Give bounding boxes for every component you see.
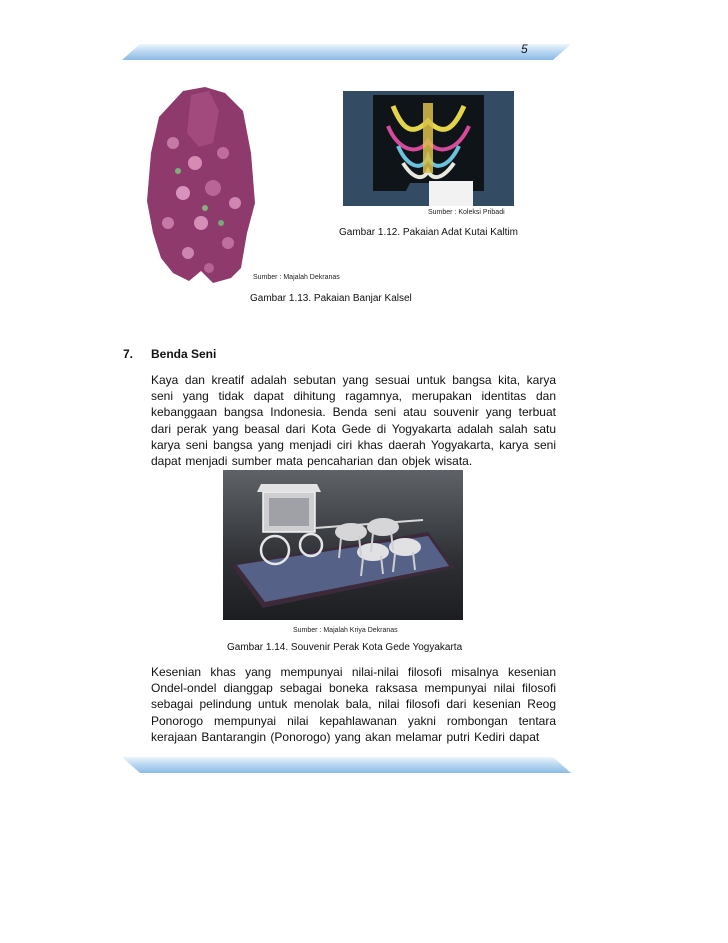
section-number: 7. (123, 347, 134, 361)
fig-1-14-caption: Gambar 1.14. Souvenir Perak Kota Gede Yogyakarta (227, 642, 463, 653)
silver-souvenir-photo (223, 470, 463, 620)
fig-1-12-caption: Gambar 1.12. Pakaian Adat Kutai Kaltim (339, 227, 518, 238)
fig-1-14-source: Sumber : Majalah Kriya Dekranas (293, 627, 398, 634)
fig-1-13-caption: Gambar 1.13. Pakaian Banjar Kalsel (250, 293, 412, 304)
paragraph-benda-seni: Kaya dan kreatif adalah sebutan yang sesuai untuk bangsa kita, karya seni yang tidak dapat dihitung ragamnya, merupakan identitas dan kebanggaan bangsa Indonesia. Benda seni atau souvenir yang terbuat dari perak yang beasal dari Kota Gede di Yogyakarta adalah salah satu karya seni bangsa yang menjadi ciri khas daerah Yogyakarta, karya seni dapat menjadi sumber mata pencaharian dan objek wisata. (151, 373, 556, 469)
kutai-costume-photo (343, 91, 514, 206)
section-heading (123, 347, 216, 361)
banjar-dress-photo (143, 83, 258, 288)
paragraph-kesenian: Kesenian khas yang mempunyai nilai-nilai filosofi misalnya kesenian Ondel-ondel dianggap sebagai boneka raksasa mempunyai nilai filosofi sebagai pelindung untuk menolak bala, nilai filosofi dari kesenian Reog Ponorogo mempunyai nilai kepahlawanan yakni rombongan tentara kerajaan Bantarangin (Ponorogo) yang akan melamar putri Kediri dapat (151, 665, 556, 744)
header-band (122, 44, 571, 60)
section-title: Benda Seni (151, 347, 217, 361)
fig-1-12-source: Sumber : Koleksi Pribadi (428, 209, 505, 216)
page-number: 5 (521, 42, 528, 56)
footer-band (122, 757, 571, 773)
fig-1-13-source: Sumber : Majalah Dekranas (253, 274, 340, 281)
